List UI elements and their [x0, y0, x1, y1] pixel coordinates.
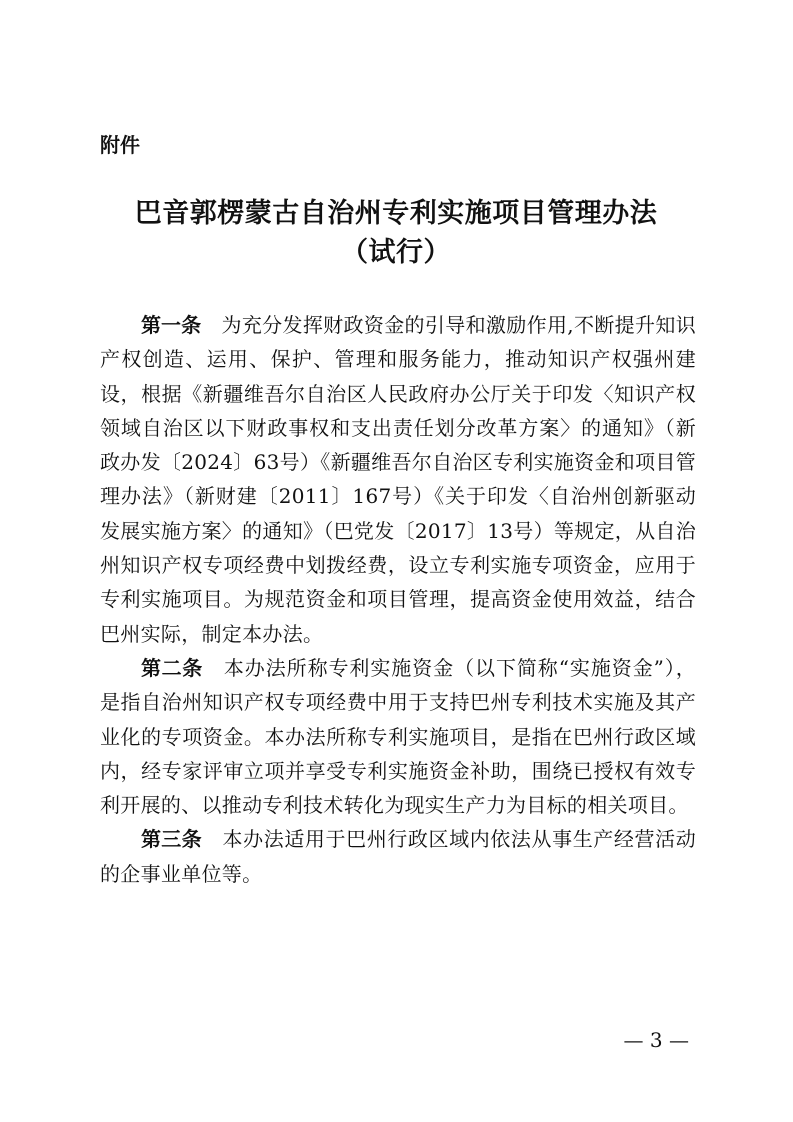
article-3-text: 本办法适用于巴州行政区域内依法从事生产经营活动的企事业单位等。 [100, 827, 697, 886]
document-title: 巴音郭楞蒙古自治州专利实施项目管理办法 [134, 198, 658, 229]
article-2-text: 本办法所称专利实施资金（以下简称“实施资金”），是指自治州知识产权专项经费中用于支持巴州专利技术实施及其产业化的专项资金。本办法所称专利实施项目，是指在巴州行政区域内，经专家评审立项并享受专利实施资金补助，围绕已授权有效专利开展的、以推动专利技术转化为现实生产力为目标的相关项目。 [100, 655, 697, 818]
article-2 [100, 651, 696, 822]
document-body [100, 308, 696, 891]
article-2-heading: 第二条 [141, 655, 203, 680]
article-1 [100, 308, 696, 651]
article-1-heading: 第一条 [141, 313, 202, 337]
article-3-heading: 第三条 [141, 827, 202, 852]
page-number: — 3 — [623, 1028, 689, 1052]
article-1-text: 为充分发挥财政资金的引导和激励作用,不断提升知识产权创造、运用、保护、管理和服务能力，推动知识产权强州建设，根据《新疆维吾尔自治区人民政府办公厅关于印发〈知识产权领域自治区以下财政事权和支出责任划分改革方案〉的通知》（新政办发〔2024〕63号）《新疆维吾尔自治区专利实施资金和项目管理办法》（新财建〔2011〕167号）《关于印发〈自治州创新驱动发展实施方案〉的通知》（巴党发〔2017〕13号）等规定，从自治州知识产权专项经费中划拨经费，设立专利实施专项资金，应用于专利实施项目。为规范资金和项目管理，提高资金使用效益，结合巴州实际，制定本办法。 [100, 313, 696, 646]
article-3 [100, 822, 696, 891]
attachment-label: 附件 [100, 133, 140, 157]
document-subtitle: （试行） [341, 237, 451, 268]
